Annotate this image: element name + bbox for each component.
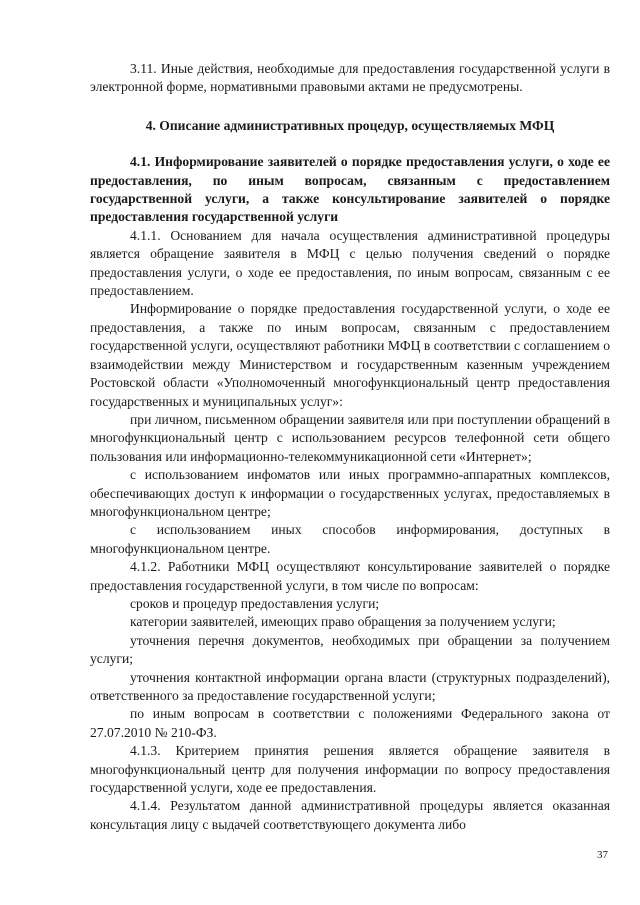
paragraph-infomaty: с использованием инфоматов или иных программно-аппаратных комплексов, обеспечивающих доступ к информации о государственных услугах, предоставляемых в многофункциональном центре; [90,467,610,519]
paragraph-srokov: сроков и процедур предоставления услуги; [130,595,380,611]
paragraph-lichnom-obrashchenii: при личном, письменном обращении заявителя или при поступлении обращений в многофункциональный центр с использованием ресурсов телефонной сети общего пользования или информационно-телекоммуникационной сети «Интернет»; [90,411,610,464]
paragraph-4-1-2: 4.1.2. Работники МФЦ осуществляют консультирование заявителей о порядке предоставления государственной услуги, в том числе по вопросам: [90,559,610,593]
document-body [90,60,610,834]
subsection-heading-4-1: 4.1. Информирование заявителей о порядке предоставления услуги, о ходе ее предоставления, по иным вопросам, связанным с предоставлением государственной услуги, а также консультирование заявителей о порядке предоставления государственной услуги [90,154,610,225]
paragraph-inye-sposoby: с использованием иных способов информирования, доступных в многофункциональном центре. [90,522,610,556]
paragraph-inym-voprosam: по иным вопросам в соответствии с положениями Федерального закона от 27.07.2010 № 210-ФЗ. [90,706,610,740]
paragraph-4-1-4: 4.1.4. Результатом данной административной процедуры является оказанная консультация лицу с выдачей соответствующего документа либо [90,798,610,832]
paragraph-kategorii: категории заявителей, имеющих право обращения за получением услуги; [130,614,556,630]
paragraph-4-1-1: 4.1.1. Основанием для начала осуществления административной процедуры является обращение заявителя в МФЦ с целью получения сведений о порядке предоставления услуги, о ходе ее предоставления, по иным вопросам, связанным с ее предоставлением. [90,227,610,299]
paragraph-informirovanie: Информирование о порядке предоставления государственной услуги, о ходе ее предоставления, а также по иным вопросам, связанным с предоставлением государственной услуги, осуществляют работники МФЦ в соответствии с соглашением о взаимодействии между Министерством и государственным казенным учреждением Ростовской области «Уполномоченный многофункциональный центр предоставления государственных и муниципальных услуг»: [90,301,610,409]
section-heading-4: 4. Описание административных процедур, осуществляемых МФЦ [145,117,555,133]
paragraph-3-11: 3.11. Иные действия, необходимые для предоставления государственной услуги в электронной форме, нормативными правовыми актами не предусмотрены. [90,61,610,95]
paragraph-kontaktnoy-informatsii: уточнения контактной информации органа власти (структурных подразделений), ответственного за предоставление государственной услуги; [90,669,610,703]
paragraph-perechnya: уточнения перечня документов, необходимых при обращении за получением услуги; [90,632,610,667]
paragraph-4-1-3: 4.1.3. Критерием принятия решения является обращение заявителя в многофункциональный центр для получения информации по вопросу предоставления государственной услуги, ходе ее предоставления. [90,743,610,796]
page-number: 37 [597,849,608,861]
